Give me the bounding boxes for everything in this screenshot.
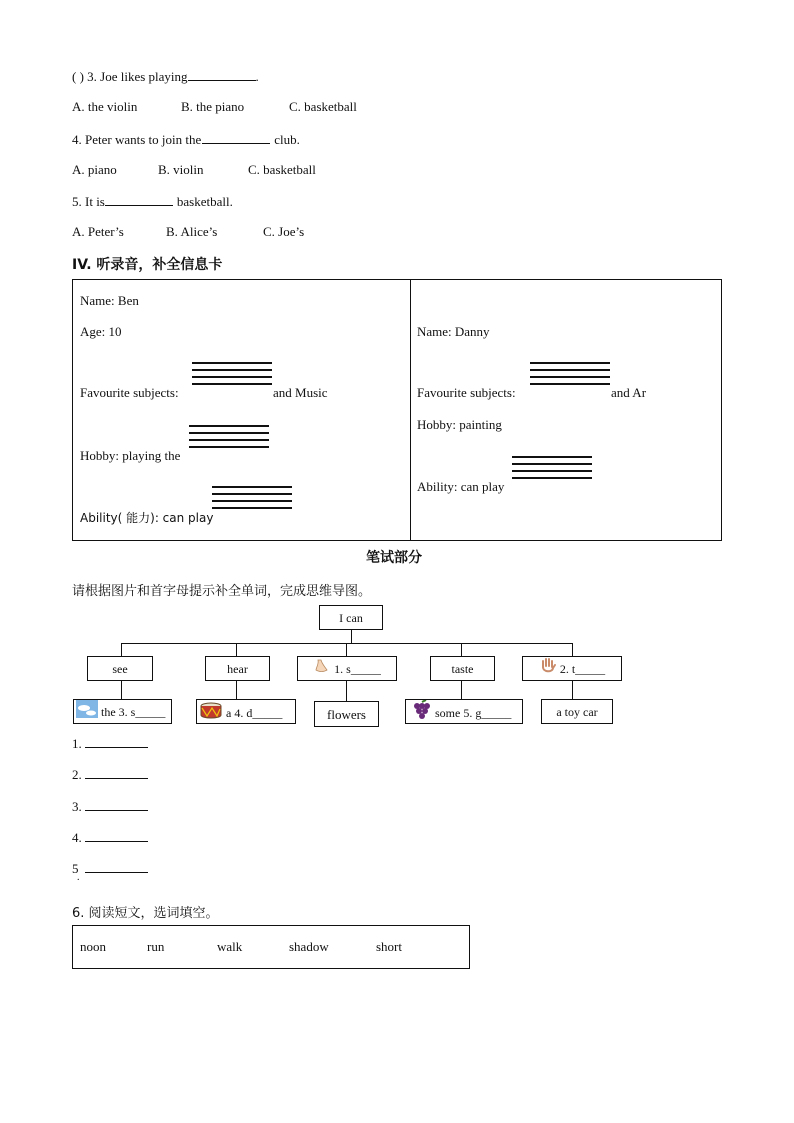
answer-2[interactable]: 2.	[72, 766, 148, 783]
section4-title: IV. 听录音，补全信息卡	[72, 257, 223, 273]
q5-stem: 5. It is basketball.	[72, 194, 233, 209]
left-name: Name: Ben	[80, 293, 139, 308]
left-subjects-label: Favourite subjects:	[80, 385, 179, 400]
branch-bar	[121, 643, 573, 644]
mindmap-root: I can	[319, 605, 383, 630]
left-hobby-label: Hobby: playing the	[80, 448, 181, 463]
right-ability-label: Ability: can play	[417, 479, 505, 494]
grapes-icon	[410, 700, 432, 728]
object-grapes-blank[interactable]: some 5. g_____	[405, 699, 523, 724]
q4-option-b[interactable]: B. violin	[158, 162, 204, 177]
verb-hear: hear	[205, 656, 270, 681]
link-see	[121, 681, 122, 699]
word-noon: noon	[80, 939, 106, 954]
link-smell	[346, 681, 347, 701]
left-hobby-blank[interactable]	[189, 425, 269, 453]
q4-option-a[interactable]: A. piano	[72, 162, 117, 177]
root-connector	[351, 630, 352, 643]
answer-5[interactable]: 5	[72, 860, 148, 877]
info-card-table	[72, 279, 722, 541]
right-subjects-suffix: and Ar	[611, 385, 647, 400]
word-walk: walk	[217, 939, 243, 954]
right-ability-blank[interactable]	[512, 456, 592, 484]
verb-smell-blank[interactable]: 1. s_____	[297, 656, 397, 681]
word-short: short	[376, 939, 402, 954]
left-ability-blank[interactable]	[212, 486, 292, 514]
drum-icon	[199, 700, 223, 728]
branch-hear	[236, 643, 237, 656]
q3-option-a[interactable]: A. the violin	[72, 99, 138, 114]
answer-4[interactable]: 4.	[72, 829, 148, 846]
q3-stem: ( ) 3. Joe likes playing .	[72, 69, 259, 84]
q6-instruction: 6. 阅读短文，选词填空。	[72, 906, 219, 921]
link-taste	[461, 681, 462, 699]
object-toy-car: a toy car	[541, 699, 613, 724]
nose-icon	[313, 658, 331, 682]
branch-smell	[346, 643, 347, 656]
table-divider	[410, 279, 411, 541]
right-hobby: Hobby: painting	[417, 417, 502, 432]
link-touch	[572, 681, 573, 699]
word-run: run	[147, 939, 165, 954]
right-subjects-blank[interactable]	[530, 362, 610, 390]
branch-see	[121, 643, 122, 656]
q3-option-b[interactable]: B. the piano	[181, 99, 245, 114]
q3-blank[interactable]	[188, 68, 256, 81]
left-subjects-suffix: and Music	[273, 385, 328, 400]
answer-1[interactable]: 1.	[72, 735, 148, 752]
branch-touch	[572, 643, 573, 656]
left-subjects-blank[interactable]	[192, 362, 272, 390]
q5-option-c[interactable]: C. Joe’s	[263, 224, 305, 239]
answer-3[interactable]: 3.	[72, 798, 148, 815]
object-sky-blank[interactable]: the 3. s_____	[73, 699, 172, 724]
verb-taste: taste	[430, 656, 495, 681]
verb-see: see	[87, 656, 153, 681]
written-section-title: 笔试部分	[366, 550, 422, 566]
mindmap-instruction: 请根据图片和首字母提示补全单词，完成思维导图。	[72, 584, 372, 599]
word-bank-box	[72, 925, 470, 969]
left-age: Age: 10	[80, 324, 122, 339]
q5-option-b[interactable]: B. Alice’s	[166, 224, 218, 239]
q5-blank[interactable]	[105, 193, 173, 206]
object-drum-blank[interactable]: a 4. d_____	[196, 699, 296, 724]
object-flowers: flowers	[314, 701, 379, 727]
q4-blank[interactable]	[202, 131, 270, 144]
hand-icon	[539, 657, 557, 683]
branch-taste	[461, 643, 462, 656]
sky-icon	[76, 700, 98, 726]
word-shadow: shadow	[289, 939, 329, 954]
verb-touch-blank[interactable]: 2. t_____	[522, 656, 622, 681]
q4-stem: 4. Peter wants to join the club.	[72, 132, 300, 147]
q3-option-c[interactable]: C. basketball	[289, 99, 357, 114]
link-hear	[236, 681, 237, 699]
left-ability-label: Ability( 能力): can play	[80, 511, 214, 525]
q4-option-c[interactable]: C. basketball	[248, 162, 316, 177]
answer-5-dot: .	[77, 872, 80, 883]
right-subjects-label: Favourite subjects:	[417, 385, 516, 400]
q5-option-a[interactable]: A. Peter’s	[72, 224, 124, 239]
right-name: Name: Danny	[417, 324, 490, 339]
